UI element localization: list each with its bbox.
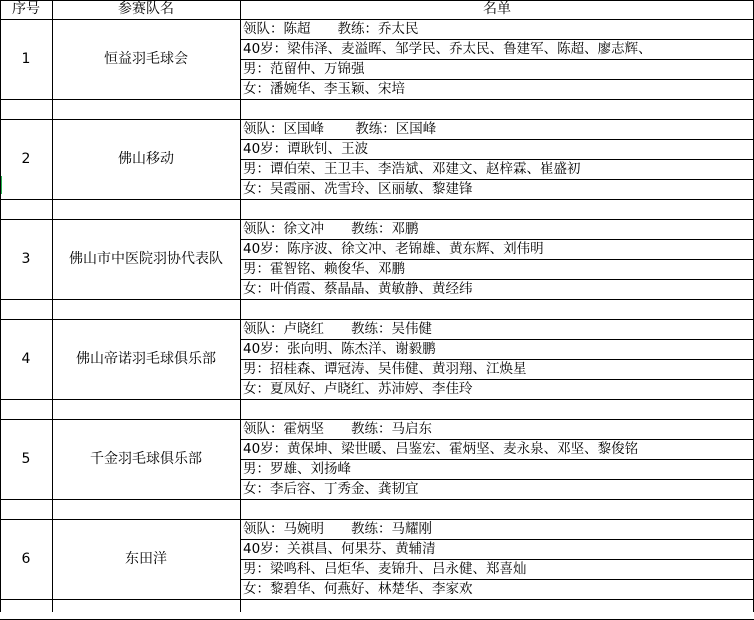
roster-line[interactable]: 女：李后容、丁秀金、龚韧宜	[243, 481, 419, 497]
grid-line	[240, 79, 754, 80]
roster-line[interactable]: 领队：陈超 教练：乔太民	[243, 21, 419, 37]
header-index[interactable]: 序号	[12, 1, 40, 17]
spacer-row[interactable]	[0, 199, 754, 219]
roster-line[interactable]: 领队：卢晓红 教练：吴伟健	[243, 321, 432, 337]
grid-line	[240, 439, 754, 440]
roster-line[interactable]: 40岁：黄保坤、梁世暖、吕鉴宏、霍炳坚、麦永泉、邓坚、黎俊铭	[243, 441, 639, 457]
grid-line	[240, 0, 241, 612]
grid-line	[240, 359, 754, 360]
team-name[interactable]: 佛山市中医院羽协代表队	[69, 251, 223, 267]
roster-line[interactable]: 女：叶俏霞、蔡晶晶、黄敏静、黄经纬	[243, 281, 473, 297]
grid-line	[240, 459, 754, 460]
grid-line	[0, 0, 1, 612]
grid-line	[240, 579, 754, 580]
grid-line	[240, 539, 754, 540]
spacer-row[interactable]	[0, 299, 754, 319]
row-index[interactable]: 2	[21, 151, 31, 167]
grid-line	[240, 179, 754, 180]
grid-line	[240, 59, 754, 60]
roster-line[interactable]: 女：黎碧华、何燕好、林楚华、李家欢	[243, 581, 473, 597]
roster-line[interactable]: 领队：徐文冲 教练：邓鹏	[243, 221, 419, 237]
roster-line[interactable]: 领队：区国峰 教练：区国峰	[243, 121, 437, 137]
grid-line	[0, 0, 754, 1]
roster-line[interactable]: 40岁：谭耿钊、王波	[243, 141, 369, 157]
row-index[interactable]: 4	[21, 351, 31, 367]
roster-line[interactable]: 男：招桂森、谭冠涛、吴伟健、黄羽翔、江焕星	[243, 361, 527, 377]
team-name[interactable]: 东田洋	[125, 551, 167, 567]
row-index[interactable]: 3	[21, 251, 31, 267]
grid-line	[240, 379, 754, 380]
roster-line[interactable]: 女：吴霞丽、冼雪玲、区丽敏、黎建锋	[243, 181, 473, 197]
spacer-row[interactable]	[0, 399, 754, 419]
grid-line	[240, 159, 754, 160]
roster-line[interactable]: 男：范留仲、万锦强	[243, 61, 365, 77]
roster-line[interactable]: 男：罗雄、刘扬峰	[243, 461, 351, 477]
grid-line	[240, 559, 754, 560]
row-index[interactable]: 5	[21, 451, 31, 467]
header-team[interactable]: 参赛队名	[118, 1, 174, 17]
roster-line[interactable]: 40岁：张向明、陈杰洋、谢毅鹏	[243, 341, 436, 357]
spacer-row[interactable]	[0, 499, 754, 519]
roster-line[interactable]: 女：夏凤好、卢晓红、苏沛婷、李佳玲	[243, 381, 473, 397]
roster-line[interactable]: 领队：马婉明 教练：马耀刚	[243, 521, 432, 537]
grid-line	[240, 339, 754, 340]
row-index[interactable]: 6	[21, 551, 31, 567]
roster-line[interactable]: 男：霍智铭、赖俊华、邓鹏	[243, 261, 405, 277]
spacer-row[interactable]	[0, 99, 754, 119]
grid-line	[240, 39, 754, 40]
team-name[interactable]: 佛山帝诺羽毛球俱乐部	[76, 351, 216, 367]
header-roster[interactable]: 名单	[483, 1, 511, 17]
roster-line[interactable]: 40岁：关祺昌、何果芬、黄辅清	[243, 541, 436, 557]
grid-line	[240, 479, 754, 480]
team-name[interactable]: 千金羽毛球俱乐部	[90, 451, 202, 467]
grid-line	[240, 279, 754, 280]
roster-line[interactable]: 男：梁鸣科、吕炬华、麦锦升、吕永健、郑喜灿	[243, 561, 527, 577]
team-name[interactable]: 佛山移动	[118, 151, 174, 167]
roster-line[interactable]: 领队：霍炳坚 教练：马启东	[243, 421, 432, 437]
spacer-row[interactable]	[0, 599, 754, 619]
roster-line[interactable]: 40岁：梁伟泽、麦溢晖、邹学民、乔太民、鲁建军、陈超、廖志辉、	[243, 41, 652, 57]
roster-line[interactable]: 女：潘婉华、李玉颖、宋培	[243, 81, 405, 97]
roster-line[interactable]: 男：谭伯荣、王卫丰、李浩斌、邓建文、赵梓霖、崔盛初	[243, 161, 581, 177]
grid-line	[240, 239, 754, 240]
grid-line	[240, 139, 754, 140]
grid-line	[240, 259, 754, 260]
grid-line	[52, 0, 53, 612]
roster-line[interactable]: 40岁：陈序波、徐文冲、老锦雄、黄东辉、刘伟明	[243, 241, 544, 257]
row-index[interactable]: 1	[21, 51, 31, 67]
team-name[interactable]: 恒益羽毛球会	[104, 51, 188, 67]
